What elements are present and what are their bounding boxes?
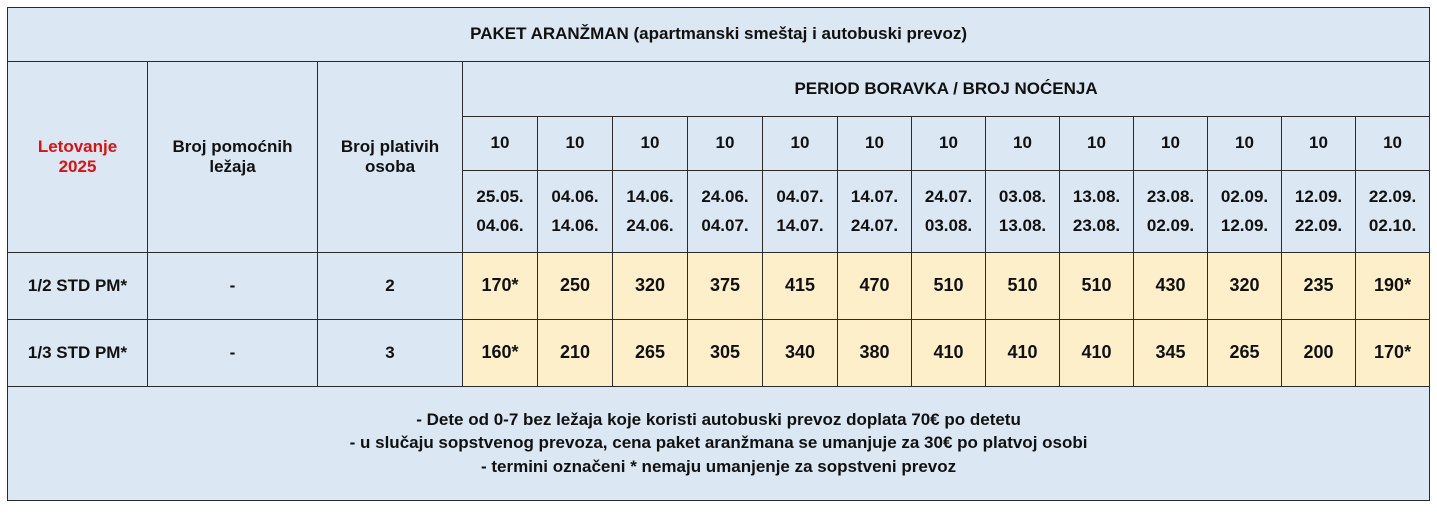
period-from: 23.08. <box>1146 187 1195 207</box>
note-line: - termini označeni * nemaju umanjenje za sopstveni prevoz <box>480 456 957 476</box>
price-table <box>7 7 1430 501</box>
period-to: 02.09. <box>1146 215 1195 235</box>
period-cell <box>1134 171 1208 253</box>
header-paying-persons-line2: osoba <box>364 157 416 176</box>
room-type-cell: 1/2 STD PM* <box>8 253 148 320</box>
period-from: 14.07. <box>850 187 899 207</box>
price-cell: 380 <box>838 320 912 387</box>
price-cell: 410 <box>912 320 986 387</box>
price-cell: 430 <box>1134 253 1208 320</box>
period-cell <box>688 171 763 253</box>
price-cell: 160* <box>463 320 538 387</box>
period-from: 22.09. <box>1368 187 1417 207</box>
price-cell: 470 <box>838 253 912 320</box>
title-row <box>8 8 1430 62</box>
nights-cell: 10 <box>1134 117 1208 171</box>
period-cell <box>838 171 912 253</box>
nights-cell: 10 <box>613 117 688 171</box>
header-period: PERIOD BORAVKA / BROJ NOĆENJA <box>463 62 1430 117</box>
note-line: - Dete od 0-7 bez ležaja koje koristi autobuski prevoz doplata 70€ po detetu <box>416 409 1021 429</box>
nights-cell: 10 <box>1282 117 1356 171</box>
period-cell <box>1060 171 1134 253</box>
period-to: 04.07. <box>701 215 749 235</box>
nights-cell: 10 <box>1060 117 1134 171</box>
period-from: 24.07. <box>924 187 973 207</box>
table-title: PAKET ARANŽMAN (apartmanski smeštaj i autobuski prevoz) <box>8 8 1430 62</box>
period-to: 13.08. <box>998 215 1047 235</box>
extra-beds-cell: - <box>148 253 318 320</box>
header-paying-persons-line1: Broj plativih <box>340 136 440 156</box>
table-row <box>8 320 1430 387</box>
period-to: 02.10. <box>1368 215 1417 235</box>
period-to: 12.09. <box>1220 215 1269 235</box>
price-cell: 170* <box>463 253 538 320</box>
period-to: 22.09. <box>1294 215 1343 235</box>
price-cell: 415 <box>763 253 838 320</box>
nights-cell: 10 <box>1208 117 1282 171</box>
season-line1: Letovanje <box>37 136 118 156</box>
price-cell: 375 <box>688 253 763 320</box>
period-cell <box>912 171 986 253</box>
period-from: 13.08. <box>1072 187 1121 207</box>
period-to: 23.08. <box>1072 215 1121 235</box>
table-row <box>8 253 1430 320</box>
period-from: 25.05. <box>476 187 524 207</box>
nights-cell: 10 <box>463 117 538 171</box>
price-cell: 320 <box>613 253 688 320</box>
note-line: - u slučaju sopstvenog prevoza, cena paket aranžmana se umanjuje za 30€ po platvoj osobi <box>349 433 1088 453</box>
period-from: 04.07. <box>776 187 824 207</box>
season-label <box>8 62 148 253</box>
period-from: 03.08. <box>998 187 1047 207</box>
period-from: 24.06. <box>701 187 749 207</box>
period-to: 24.06. <box>626 215 674 235</box>
period-to: 24.07. <box>850 215 899 235</box>
nights-cell: 10 <box>763 117 838 171</box>
price-cell: 320 <box>1208 253 1282 320</box>
notes <box>8 387 1430 501</box>
header-paying-persons <box>318 62 463 253</box>
period-cell <box>1356 171 1430 253</box>
price-cell: 170* <box>1356 320 1430 387</box>
period-cell <box>986 171 1060 253</box>
period-cell <box>613 171 688 253</box>
price-rows <box>8 253 1430 387</box>
price-cell: 340 <box>763 320 838 387</box>
nights-cell: 10 <box>688 117 763 171</box>
price-cell: 200 <box>1282 320 1356 387</box>
period-from: 04.06. <box>551 187 599 207</box>
price-cell: 410 <box>986 320 1060 387</box>
price-cell: 510 <box>912 253 986 320</box>
price-cell: 190* <box>1356 253 1430 320</box>
period-to: 14.06. <box>551 215 599 235</box>
price-cell: 345 <box>1134 320 1208 387</box>
header-extra-beds-line2: ležaja <box>209 157 256 176</box>
header-row-period <box>8 62 1430 117</box>
period-cell <box>763 171 838 253</box>
nights-cell: 10 <box>986 117 1060 171</box>
price-cell: 250 <box>538 253 613 320</box>
paying-persons-cell: 2 <box>318 253 463 320</box>
period-cell <box>1282 171 1356 253</box>
period-cell <box>463 171 538 253</box>
price-cell: 305 <box>688 320 763 387</box>
price-cell: 265 <box>613 320 688 387</box>
header-extra-beds <box>148 62 318 253</box>
room-type-cell: 1/3 STD PM* <box>8 320 148 387</box>
period-from: 14.06. <box>626 187 674 207</box>
paying-persons-cell: 3 <box>318 320 463 387</box>
price-cell: 265 <box>1208 320 1282 387</box>
period-from: 12.09. <box>1294 187 1343 207</box>
header-extra-beds-line1: Broj pomoćnih <box>172 136 293 156</box>
period-from: 02.09. <box>1220 187 1269 207</box>
extra-beds-cell: - <box>148 320 318 387</box>
nights-cell: 10 <box>1356 117 1430 171</box>
season-line2: 2025 <box>58 157 97 176</box>
price-cell: 510 <box>1060 253 1134 320</box>
nights-cell: 10 <box>538 117 613 171</box>
period-cell <box>1208 171 1282 253</box>
price-cell: 210 <box>538 320 613 387</box>
period-to: 04.06. <box>476 215 524 235</box>
price-cell: 410 <box>1060 320 1134 387</box>
notes-row <box>8 387 1430 501</box>
period-to: 03.08. <box>924 215 973 235</box>
nights-cell: 10 <box>912 117 986 171</box>
period-to: 14.07. <box>776 215 824 235</box>
period-cell <box>538 171 613 253</box>
price-cell: 235 <box>1282 253 1356 320</box>
price-cell: 510 <box>986 253 1060 320</box>
nights-cell: 10 <box>838 117 912 171</box>
